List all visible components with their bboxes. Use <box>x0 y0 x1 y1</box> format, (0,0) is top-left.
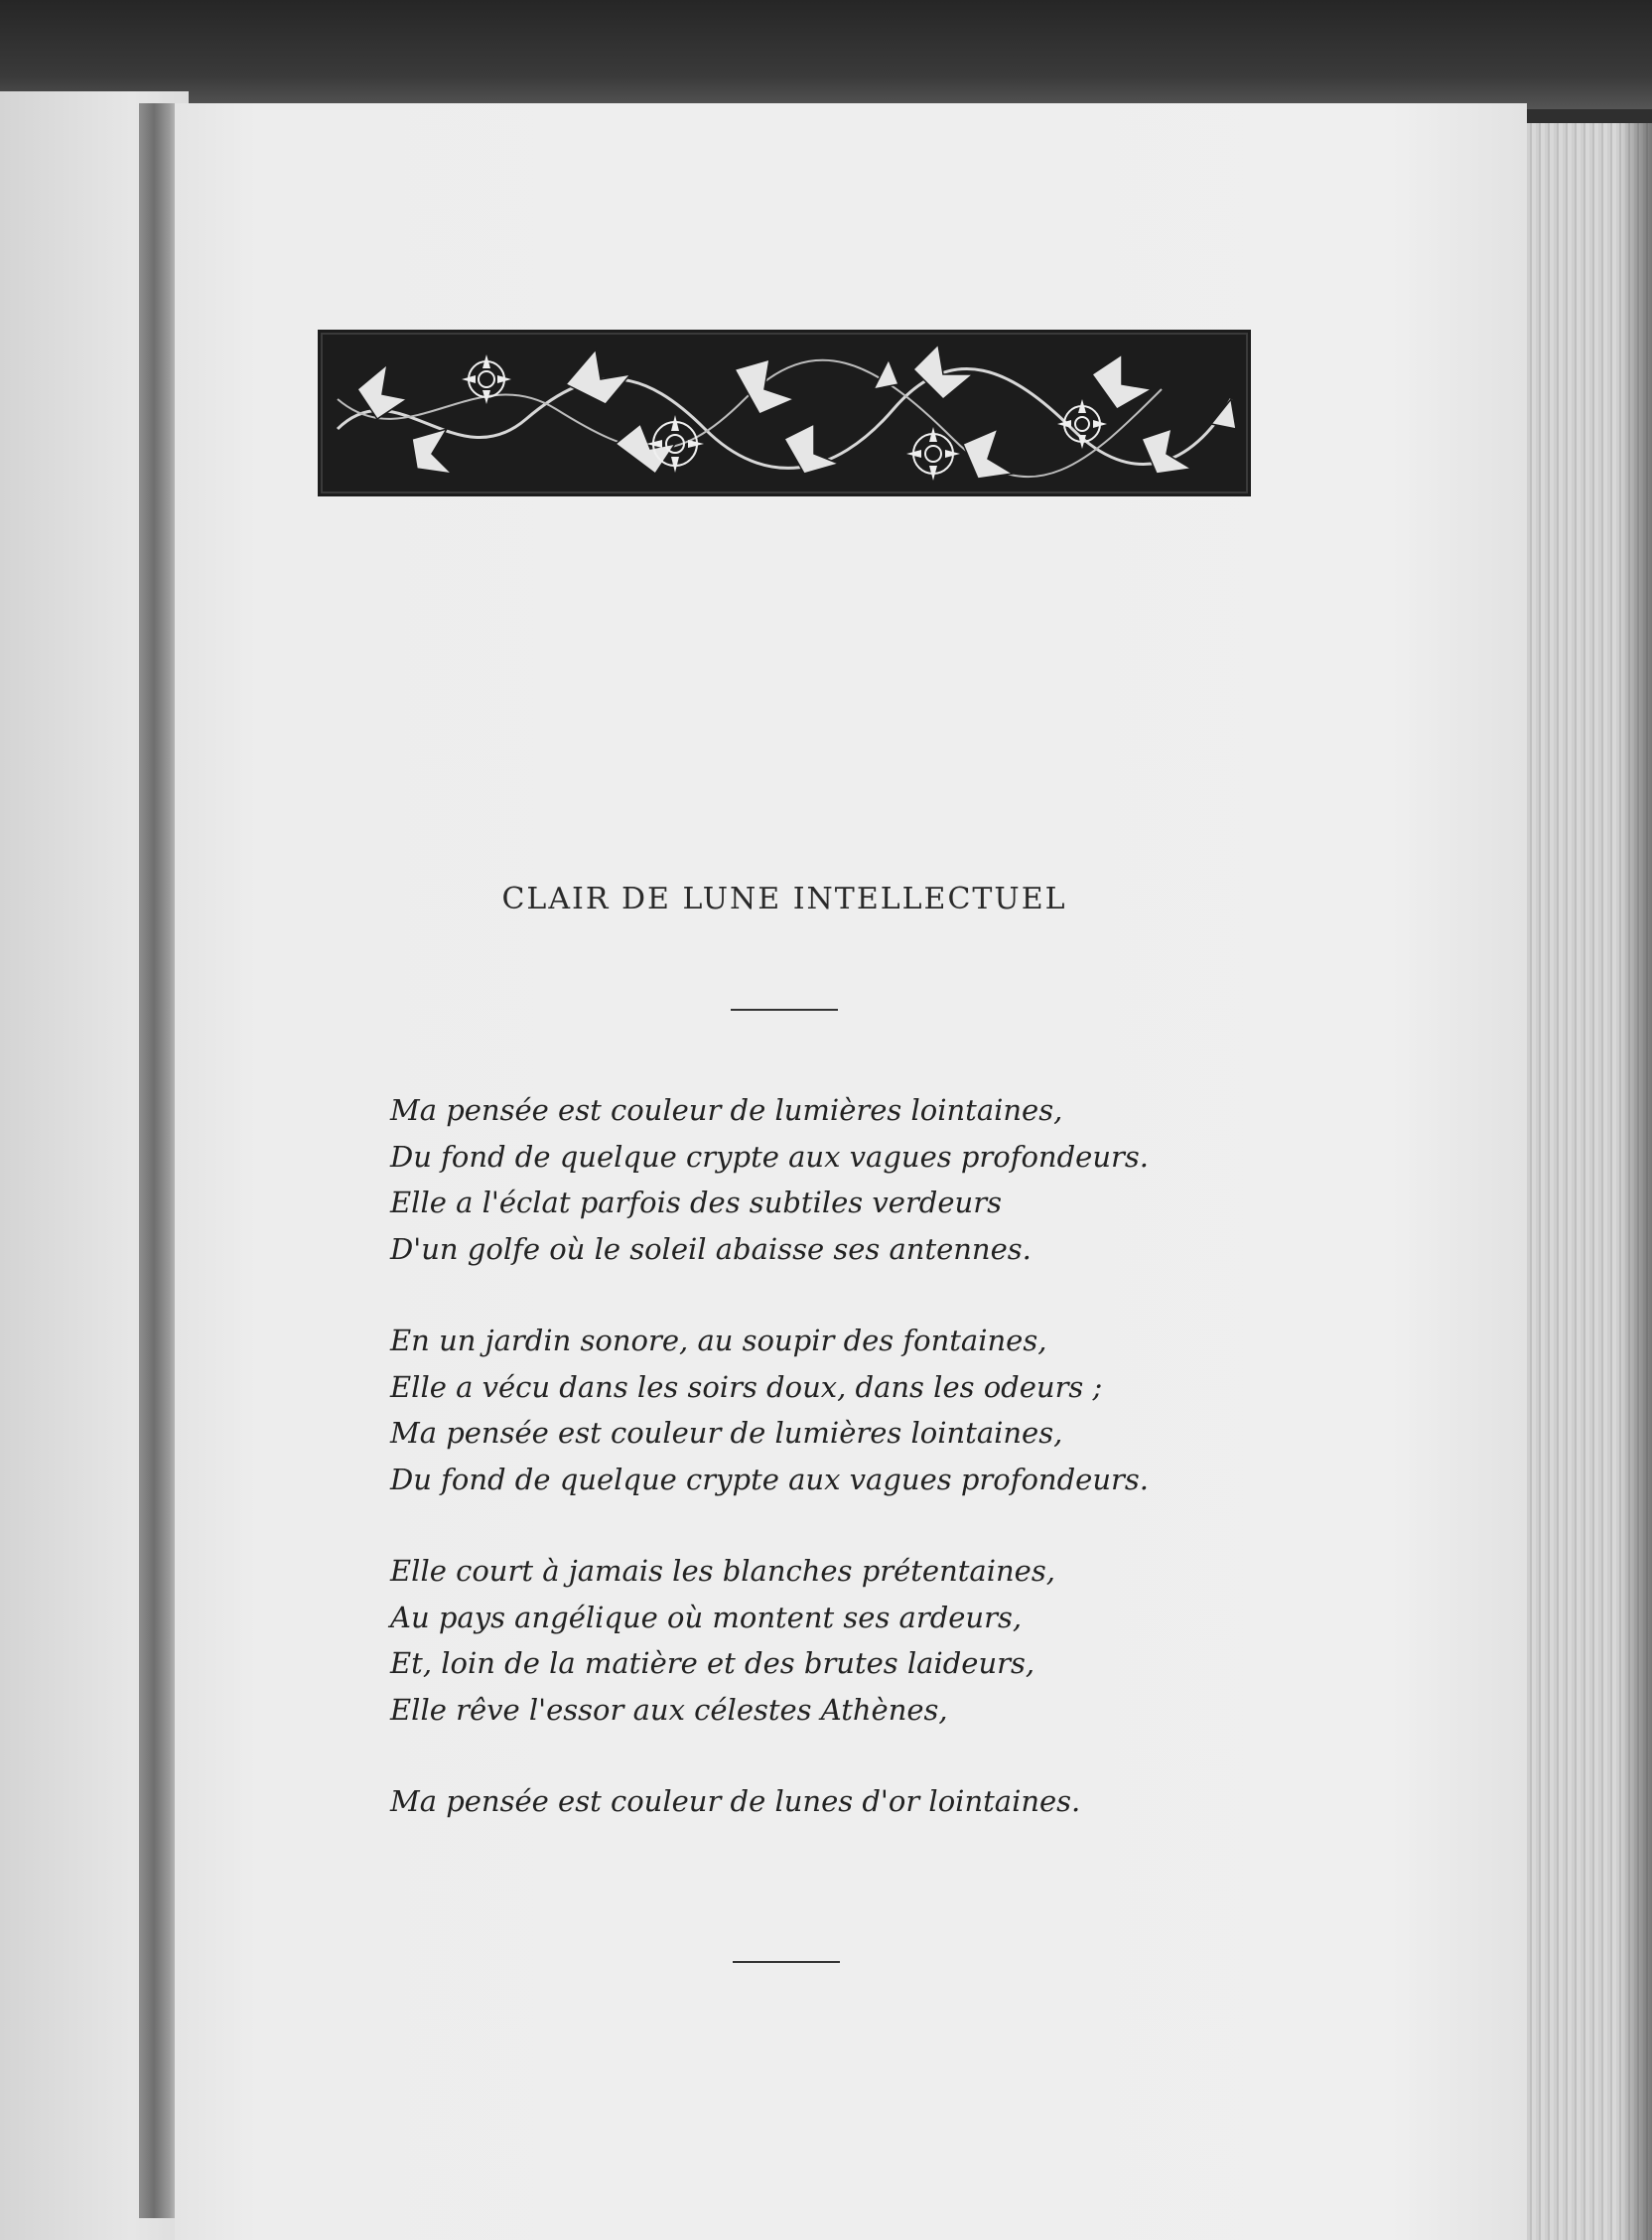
verse-line: Elle a vécu dans les soirs doux, dans les odeurs ; <box>390 1369 1103 1404</box>
verse-line: Elle rêve l'essor aux célestes Athènes, <box>390 1692 948 1727</box>
verse-line: Au pays angélique où montent ses ardeurs, <box>390 1600 1023 1634</box>
stanza-1 <box>390 1087 1284 1272</box>
verse-line: Ma pensée est couleur de lumières lointaines, <box>390 1416 1063 1450</box>
end-divider <box>733 1961 840 1963</box>
page-edge-shadow <box>1618 123 1652 2240</box>
verse-line: En un jardin sonore, au soupir des fontaines, <box>390 1324 1047 1357</box>
stanza-3 <box>390 1548 1284 1733</box>
stanza-4 <box>390 1778 1284 1825</box>
photo-top-background <box>0 0 1652 109</box>
verse-line: Ma pensée est couleur de lunes d'or lointaines. <box>390 1784 1081 1818</box>
floral-ornament-band <box>318 330 1251 496</box>
verse-line: Elle a l'éclat parfois des subtiles verdeurs <box>390 1186 1002 1219</box>
verse-line: Du fond de quelque crypte aux vagues profondeurs. <box>390 1462 1149 1496</box>
verse-line: Ma pensée est couleur de lumières lointaines, <box>390 1093 1063 1127</box>
poem-title: CLAIR DE LUNE INTELLECTUEL <box>501 882 1067 916</box>
stanza-2 <box>390 1318 1284 1502</box>
poem-body <box>390 1087 1284 1871</box>
verse-line: Elle court à jamais les blanches prétentaines, <box>390 1554 1055 1588</box>
verse-line: Et, loin de la matière et des brutes laideurs, <box>390 1646 1035 1680</box>
verse-line: Du fond de quelque crypte aux vagues profondeurs. <box>390 1139 1149 1174</box>
verse-line: D'un golfe où le soleil abaisse ses antennes. <box>390 1231 1032 1266</box>
book-gutter <box>139 103 177 2218</box>
title-divider <box>731 1009 838 1011</box>
